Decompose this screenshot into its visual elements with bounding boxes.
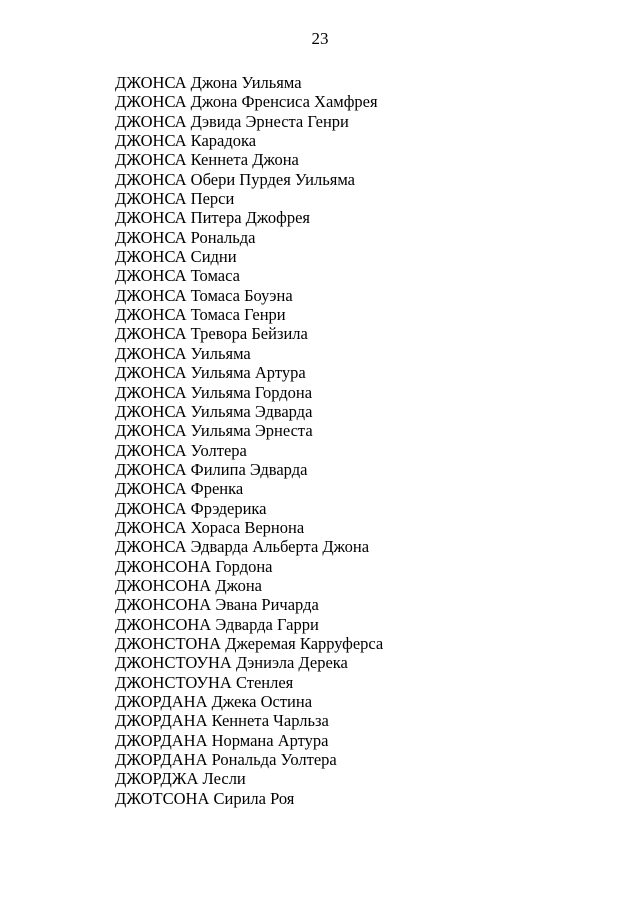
name-list-item: ДЖОНСА Эдварда Альберта Джона xyxy=(115,537,370,557)
name-list-item: ДЖОНСА Уильяма Артура xyxy=(115,363,306,383)
name-list-item: ДЖОРДАНА Нормана Артура xyxy=(115,730,329,750)
name-list-item: ДЖОНСТОУНА Дэниэла Дерека xyxy=(115,653,348,673)
name-list-item: ДЖОНСА Джона Уильяма xyxy=(115,73,302,92)
name-list-item: ДЖОНСА Уильяма xyxy=(115,343,251,363)
name-list-item: ДЖОНСА Уильяма Эдварда xyxy=(115,401,313,421)
name-list-item: ДЖОНСА Рональда xyxy=(115,227,256,247)
name-list-item: ДЖОНСА Сидни xyxy=(115,247,237,267)
name-list-item: ДЖОРДАНА Рональда Уолтера xyxy=(115,750,337,770)
name-list-item: ДЖОНСА Томаса Генри xyxy=(115,305,286,325)
name-list-item: ДЖОНСА Карадока xyxy=(115,131,257,151)
name-list-item: ДЖОНСА Кеннета Джона xyxy=(115,150,299,170)
name-list-item: ДЖОНСА Уолтера xyxy=(115,440,247,460)
name-list-item: ДЖОНСОНА Эдварда Гарри xyxy=(115,614,319,634)
name-list-item: ДЖОТСОНА Сирила Роя xyxy=(115,788,295,808)
name-list-item: ДЖОНСА Дэвида Эрнеста Генри xyxy=(115,111,349,131)
name-list-item: ДЖОРДАНА Кеннета Чарльза xyxy=(115,711,329,731)
name-list-item: ДЖОНСА Френка xyxy=(115,479,244,499)
name-list-item: ДЖОНСА Обери Пурдея Уильяма xyxy=(115,169,355,189)
name-list-item: ДЖОНСТОНА Джеремая Карруферса xyxy=(115,633,384,653)
name-list-item: ДЖОНСА Перси xyxy=(115,189,235,209)
name-list-item: ДЖОНСА Томаса xyxy=(115,266,240,286)
name-list-item: ДЖОНСА Уильяма Эрнеста xyxy=(115,421,313,441)
name-list-item: ДЖОНСОНА Эвана Ричарда xyxy=(115,595,319,615)
name-list-item: ДЖОНСТОУНА Стенлея xyxy=(115,672,294,692)
name-list-item: ДЖОНСА Тревора Бейзила xyxy=(115,324,308,344)
name-list-item: ДЖОНСА Джона Френсиса Хамфрея xyxy=(115,92,378,112)
name-list-item: ДЖОНСОНА Гордона xyxy=(115,556,273,576)
name-list-item: ДЖОНСОНА Джона xyxy=(115,575,262,595)
name-list-item: ДЖОРДЖА Лесли xyxy=(115,769,246,789)
name-list-item: ДЖОНСА Хораса Вернона xyxy=(115,517,305,537)
name-list-item: ДЖОРДАНА Джека Остина xyxy=(115,692,313,711)
page-number: 23 xyxy=(311,29,329,48)
name-list-item: ДЖОНСА Питера Джофрея xyxy=(115,208,311,228)
name-list-item: ДЖОНСА Томаса Боуэна xyxy=(115,285,293,305)
name-list-item: ДЖОНСА Уильяма Гордона xyxy=(115,382,313,402)
name-list-item: ДЖОНСА Филипа Эдварда xyxy=(115,459,308,479)
name-list-item: ДЖОНСА Фрэдерика xyxy=(115,498,267,518)
name-list xyxy=(115,73,383,808)
